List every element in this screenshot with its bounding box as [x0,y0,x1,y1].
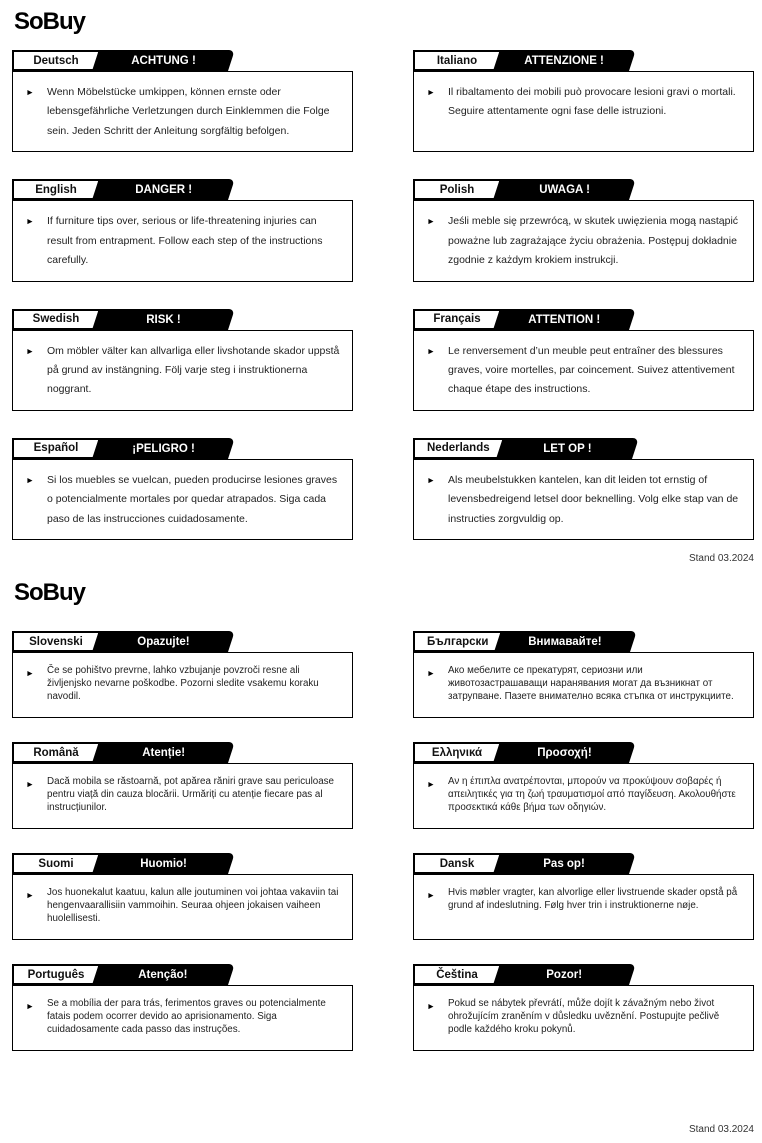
language-tab [413,179,501,200]
language-tab [12,179,100,200]
warning-block [12,309,353,411]
block-tabs [413,742,754,763]
warning-body [413,763,754,829]
language-tab [12,742,100,763]
bullet-triangle-icon: ► [426,668,436,678]
warning-tab-label: Huomio! [140,857,187,870]
warning-text: Om möbler välter kan allvarliga eller livshotande skador uppstå på grund av instängning. Följ varje steg i instruktionerna noggrant. [47,344,340,396]
block-tabs [413,50,754,71]
language-tab [12,50,100,71]
warning-tab-label: Pozor! [546,968,583,981]
bullet-triangle-icon: ► [426,1001,436,1011]
warning-tab [92,964,235,985]
language-tab-label: Italiano [436,54,478,67]
language-tab-label: Français [433,313,481,326]
warning-tab [494,631,637,652]
warning-text: Jeśli meble się przewrócą, w skutek uwięzienia mogą nastąpić poważne lub zagrażające życiu obrażenia. Postępuj dokładnie zgodnie z każdym krokiem instrukcji. [448,215,739,267]
warning-text: Če se pohištvo prevrne, lahko vzbujanje povzroči resne ali življenjsko nevarne poškodbe. Pozorni sledite vsakemu koraku navodil. [47,665,319,703]
warning-block [413,631,754,718]
language-tab [413,853,501,874]
warning-body [12,71,353,152]
warning-block [12,438,353,540]
language-tab [413,964,501,985]
warning-tab-label: Προσοχή! [537,746,592,759]
bullet-triangle-icon: ► [426,87,436,97]
block-tabs [12,742,353,763]
language-tab [12,631,100,652]
warning-text: Si los muebles se vuelcan, pueden producirse lesiones graves o potencialmente mortales por quedar atrapados. Siga cada paso de las instrucciones cuidadosamente. [47,473,338,525]
warning-text: Il ribaltamento dei mobili può provocare lesioni gravi o mortali. Seguire attentamente ogni fase delle istruzioni. [448,86,736,118]
warning-tab-label: RISK ! [146,313,181,326]
warning-block [413,853,754,940]
warning-body [12,459,353,540]
bullet-triangle-icon: ► [25,668,35,678]
warning-body [12,985,353,1051]
bullet-triangle-icon: ► [25,1001,35,1011]
warning-text: Wenn Möbelstücke umkippen, können ernste oder lebensgefährliche Verletzungen durch Einklemmen die Folge sein. Jeden Schritt der Anleitung sorgfältig befolgen. [47,86,330,137]
warning-body [413,874,754,940]
bullet-triangle-icon: ► [426,779,436,789]
warning-body [413,985,754,1051]
language-tab-label: English [35,183,77,196]
brand-logo: SoBuy [14,8,86,35]
warning-block [12,853,353,940]
warning-tab [493,964,636,985]
warning-tab-label: ¡PELIGRO ! [132,442,195,455]
revision-date: Stand 03.2024 [688,553,754,564]
warning-grid [12,50,754,540]
warning-tab [92,742,235,763]
warning-text: Pokud se nábytek převrátí, může dojít k závažným nebo život ohrožujícím zraněním v důsledku uvěznění. Postupujte pečlivě podle každého kroku pokynů. [448,998,720,1036]
block-tabs [413,853,754,874]
warning-block [12,631,353,718]
warning-block [413,179,754,281]
warning-text: Jos huonekalut kaatuu, kalun alle joutuminen voi johtaa vakaviin tai hengenvaarallisiin vammoihin. Seuraa ohjeen jokaisen vaiheen huolellisesti. [47,887,339,925]
warning-body [413,652,754,718]
block-tabs [12,964,353,985]
brand-logo: SoBuy [14,579,86,606]
bullet-triangle-icon: ► [25,890,35,900]
language-tab-label: Ελληνικά [431,746,483,759]
warning-body [12,652,353,718]
warning-tab [493,853,636,874]
warning-block [12,179,353,281]
warning-tab [92,309,235,330]
warning-tab-label: Pas op! [543,857,586,870]
warning-tab-label: Atenție! [142,746,185,759]
language-tab [12,438,100,459]
language-tab-label: Nederlands [427,442,490,455]
warning-body [12,330,353,411]
warning-block [413,742,754,829]
bullet-triangle-icon: ► [426,474,436,485]
language-tab-label: Slovenski [29,635,83,648]
warning-tab [493,50,636,71]
warning-tab-label: LET OP ! [542,442,592,455]
warning-tab [92,853,235,874]
warning-block [12,742,353,829]
warning-text: If furniture tips over, serious or life-threatening injuries can result from entrapment. Follow each step of the instructions carefully. [47,215,323,267]
warning-block [12,50,353,152]
warning-text: Als meubelstukken kantelen, kan dit leiden tot ernstig of levensbedreigend letsel door beknelling. Volg elke stap van de instructies zorgvuldig op. [448,473,739,525]
warning-tab-label: ATTENTION ! [528,313,601,326]
warning-tab [496,438,639,459]
language-tab-label: Български [427,635,489,648]
warning-grid [12,631,754,1051]
warning-text: Dacă mobila se răstoarnă, pot apărea răniri grave sau periculoase pentru viață din cauza blocării. Urmăriți cu atenție fiecare pas al instrucțiunilor. [47,776,334,814]
warning-block [12,964,353,1051]
warning-tab-label: ACHTUNG ! [131,54,196,67]
language-tab-label: Suomi [38,857,74,870]
warning-tab [493,742,636,763]
warning-tab [92,50,235,71]
warning-text: Le renversement d’un meuble peut entraîner des blessures graves, voire mortelles, par coincement. Suivez attentivement chaque étape des instructions. [448,344,735,396]
block-tabs [413,309,754,330]
block-tabs [12,309,353,330]
bullet-triangle-icon: ► [25,345,35,356]
block-tabs [12,50,353,71]
warning-body [413,330,754,411]
language-tab-label: Dansk [439,857,475,870]
warning-tab-label: Opazujte! [137,635,190,648]
block-tabs [12,631,353,652]
language-tab-label: Polish [439,183,475,196]
warning-block [413,438,754,540]
language-tab [12,853,100,874]
warning-body [413,459,754,540]
language-tab [413,438,504,459]
warning-tab-label: UWAGA ! [539,183,590,196]
language-tab-label: Português [27,968,85,981]
bullet-triangle-icon: ► [426,890,436,900]
warning-body [12,200,353,281]
warning-body [12,874,353,940]
block-tabs [413,179,754,200]
warning-text: Ако мебелите се прекатурят, сериозни или животозастрашаващи наранявания могат да възникнат от затрупване. Пазете внимателно всяка стъпка от инструкциите. [448,665,734,703]
language-tab-label: Swedish [32,313,80,326]
language-tab [413,631,502,652]
warning-tab [92,179,235,200]
warning-block [413,309,754,411]
warning-tab [92,631,235,652]
language-tab-label: Español [33,442,79,455]
warning-body [413,71,754,152]
language-tab-label: Čeština [436,968,478,981]
block-tabs [413,964,754,985]
bullet-triangle-icon: ► [25,216,35,227]
language-tab [12,309,100,330]
warning-tab [493,179,636,200]
language-tab [12,964,100,985]
block-tabs [413,438,754,459]
warning-tab-label: Atenção! [138,968,189,981]
language-tab-label: Română [33,746,79,759]
bullet-triangle-icon: ► [25,87,35,97]
warning-body [413,200,754,281]
warning-block [413,964,754,1051]
block-tabs [12,179,353,200]
warning-text: Se a mobília der para trás, ferimentos graves ou potencialmente fatais podem ocorrer devido ao aprisionamento. Siga cuidadosamente cada passo das instruções. [47,998,326,1036]
warning-block [413,50,754,152]
language-tab-label: Deutsch [33,54,79,67]
bullet-triangle-icon: ► [25,474,35,485]
page-2 [0,571,762,1142]
warning-tab-label: Внимавайте! [529,635,603,648]
block-tabs [12,438,353,459]
warning-tab [493,309,636,330]
page-1 [0,0,762,571]
warning-text: Hvis møbler vragter, kan alvorlige eller livstruende skader opstå på grund af indeslutning. Følg hver trin i instruktionerne nøje. [448,887,738,912]
warning-tab-label: ATTENZIONE ! [524,54,605,67]
warning-tab-label: DANGER ! [134,183,192,196]
block-tabs [413,631,754,652]
bullet-triangle-icon: ► [426,345,436,356]
warning-text: Αν η έπιπλα ανατρέπονται, μπορούν να προκύψουν σοβαρές ή απειλητικές για τη ζωή τραυματισμοί από παγίδευση. Ακολουθήστε προσεκτικά κάθε βήμα των οδηγιών. [448,776,736,814]
bullet-triangle-icon: ► [25,779,35,789]
language-tab [413,50,501,71]
block-tabs [12,853,353,874]
warning-tab [92,438,235,459]
language-tab [413,309,501,330]
revision-date: Stand 03.2024 [688,1124,754,1135]
language-tab [413,742,501,763]
bullet-triangle-icon: ► [426,216,436,227]
warning-body [12,763,353,829]
